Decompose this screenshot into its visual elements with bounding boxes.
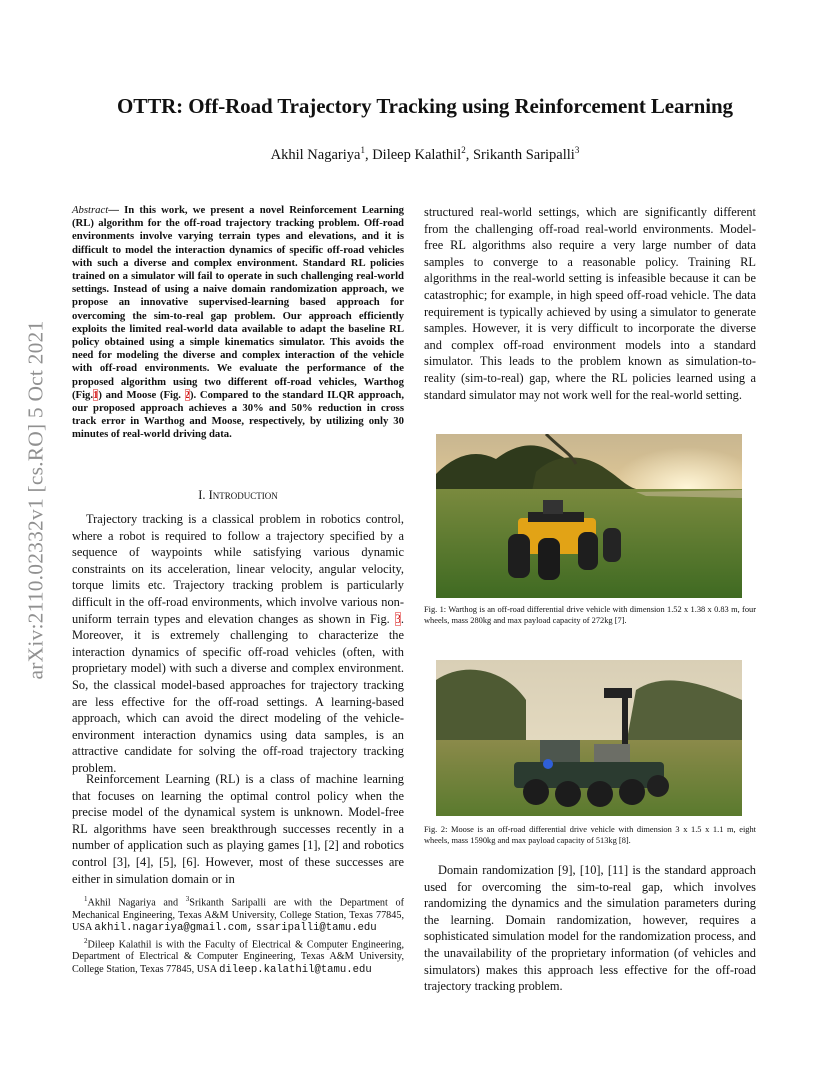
footnote-1: $^1$Akhil Nagariya and $^3$Srikanth Saripalli are with the Department of Mechanical Engineering, Texas A&M University, College Station, Texas 77845, USA akhil.nagariya@gmail.com, ssaripalli@tamu.edu [72,895,404,935]
intro-paragraph-1: Trajectory tracking is a classical problem in robotics control, where a robot is required to follow a trajectory specified by a sequence of waypoints while satisfying various dynamic constraints on its acceleration, linear velocity, angular velocity, torque limits etc. Trajectory tracking problem is particularly difficult in the off-road environments, which involve various non-uniform terrain types and elevation changes as shown in Fig. 3. Moreover, it is extremely challenging to characterize the interaction dynamics of specific off-road vehicles (often, with proprietary model) with such a diverse and complex environment. So, the classical model-based approaches for trajectory tracking are less effective for the off-road settings. A learning-based approach, which can avoid the direct modeling of the vehicle-environment interaction dynamics using data samples, is an attractive candidate for solving the off-road trajectory tracking problem. [72,512,404,775]
footnote-2: $^2$Dileep Kalathil is with the Faculty of Electrical & Computer Engineering, Department of Electrical & Computer Engineering, Texas A&M University, College Station, Texas 77845, USA dileep.kalathil@tamu.edu [72,936,404,976]
fig-2-link[interactable]: 2 [184,388,190,401]
email-link[interactable]: dileep.kalathil@tamu.edu [219,963,372,976]
arxiv-id: arXiv:2110.02332v1 [cs.RO] 5 Oct 2021 [23,320,48,680]
fig-1-link[interactable]: 1 [93,388,99,401]
warthog-photo [436,434,742,598]
abstract-label: Abstract [72,204,109,216]
warthog-image [436,434,742,598]
author-2: Dileep Kalathil [372,146,462,163]
arxiv-sidebar-stamp [22,262,50,738]
figure-1-caption: Fig. 1: Warthog is an off-road differential drive vehicle with dimension 1.52 x 1.38 x 0.83 m, four wheels, mass 280kg and max payload capacity of 272kg [7]. [424,605,756,625]
email-link[interactable]: akhil.nagariya@gmail.com, [94,922,254,935]
paper-title: OTTR: Off-Road Trajectory Tracking using Reinforcement Learning [117,94,733,118]
intro-paragraph-2: Reinforcement Learning (RL) is a class of machine learning that focuses on learning the optimal control policy when the precise model of the dynamical system is unknown. Model-free RL algorithms have seen breakthrough successes recently in a number of application such as playing games [1], [2] and robotics control [3], [4], [5], [6]. However, most of these successes are either in simulation domain or in [72,772,404,886]
abstract: Abstract— In this work, we present a novel Reinforcement Learning (RL) algorithm for the off-road trajectory tracking problem. Off-road environments involve varying terrain types and elevations, and it is difficult to model the interaction dynamics of specific off-road vehicles with such a diverse and complex environment. Standard RL policies trained on a simulator will fail to operate in such challenging real-world settings. Instead of using a naive domain randomization approach, we propose an innovative supervised-learning based approach for overcoming the sim-to-real gap problem. Our approach efficiently exploits the limited real-world data available to adapt the baseline RL policy obtained using a simple kinematics simulator. This avoids the need for modeling the diverse and complex interaction of the vehicle with off-road environments. We evaluate the performance of the proposed algorithm using two different off-road vehicles, Warthog (Fig.1) and Moose (Fig. 2). Compared to the standard ILQR approach, our proposed approach achieves a 30% and 50% reduction in cross track error in Warthog and Moose, respectively, by utilizing only 30 minutes of real-world driving data. [72,204,404,441]
fig-3-link[interactable]: 3 [394,611,401,626]
figure-2-caption: Fig. 2: Moose is an off-road differential drive vehicle with dimension 3 x 1.5 x 1.1 m, eight wheels, mass 1590kg and max payload capacity of 513kg [8]. [424,825,756,845]
footnotes [72,893,404,976]
moose-photo [436,660,742,816]
author-1: Akhil Nagariya [270,146,361,163]
right-paragraph-2: Domain randomization [9], [10], [11] is the standard approach used for overcoming the sim-to-real gap, which involves randomizing the dynamics and the simulation parameters during the learning. Domain randomization, however, requires a sophisticated simulation model for the randomization process, and the unavailability of the proprietary information (of vehicles and simulators) makes this approach less effective for the off-road trajectory tracking problem. [424,863,756,994]
moose-image [436,660,742,816]
section-heading: I. Introduction [198,488,278,502]
author-3: Srikanth Saripalli [472,146,575,163]
email-link[interactable]: ssaripalli@tamu.edu [255,922,377,935]
right-paragraph-1: structured real-world settings, which are significantly different from the challenging off-road real-world environments. Model-free RL algorithms also require a very large number of data samples to converge to a reasonable policy. Training RL algorithms in the real-world setting is infeasible because it can be catastrophic; for example, in high speed off-road vehicle. The data requirement is typically achieved by using a simulator to generate samples. However, it is very difficult to incorporate the diverse and complex off-road environment models into a standard simulator. This leads to the problem known as simulation-to-reality (sim-to-real) gap, where the RL policies learned using a standard simulator may not work well for the real-world setting. [424,205,756,402]
author-list: Akhil Nagariya$^1$, Dileep Kalathil$^2$, Srikanth Saripalli$^3$ [270,145,580,163]
